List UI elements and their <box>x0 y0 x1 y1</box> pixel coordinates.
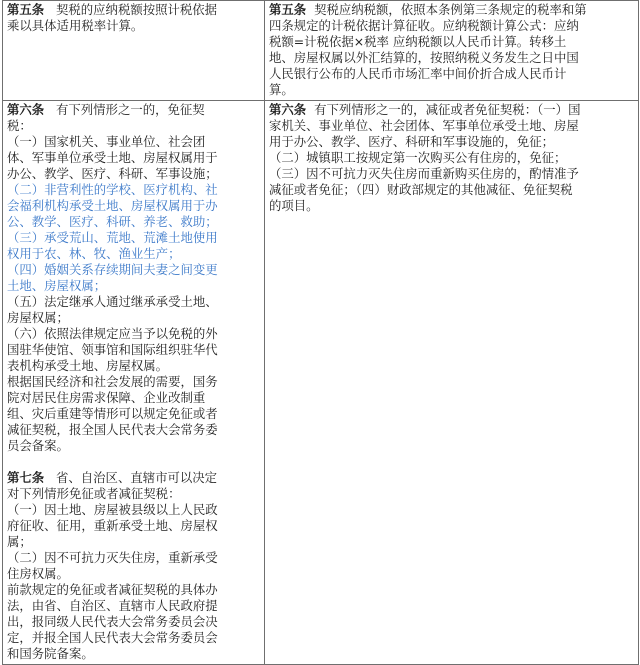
old-article-6-line: 会福利机构承受土地、房屋权属用于办 <box>7 198 218 213</box>
old-article-6-line: 院对居民住房需求保障、企业改制重 <box>7 390 206 405</box>
article-label: 第六条 <box>269 102 307 117</box>
old-article-5-cell <box>3 1 265 101</box>
old-article-7-line: 出，报同级人民代表大会常务委员会决 <box>7 614 218 629</box>
article-7-paragraph <box>7 470 260 662</box>
old-article-6-line: 员会备案。 <box>7 438 69 453</box>
new-article-6-line-4: （二）城镇职工按规定第一次购买公有住房的，免征； <box>269 150 567 165</box>
new-article-5-line-1: 第五条 契税应纳税额，依照本条例第三条规定的税率和第 <box>269 2 587 17</box>
new-article-6-line-5: （三）因不可抗力灭失住房而重新购买住房的，酌情准予 <box>269 166 579 181</box>
new-article-6-line-7: 的项目。 <box>269 198 319 213</box>
old-article-7-line: 定，并报全国人民代表大会常务委员会 <box>7 630 218 645</box>
new-article-5-line-3: 税额=计税依据×税率 应纳税额以人民币计算。转移土 <box>269 34 567 49</box>
new-article-5-line-5: 人民银行公布的人民币市场汇率中间价折合成人民币计 <box>269 66 567 81</box>
old-article-6-line: （五）法定继承人通过继承承受土地、 <box>7 294 218 309</box>
old-article-5-line-1: 第五条 契税的应纳税额按照计税依据 <box>7 2 218 17</box>
old-article-6-line: （一）国家机关、事业单位、社会团 <box>7 134 206 149</box>
new-article-6-line-2: 家机关、事业单位、社会团体、军事单位承受土地、房屋 <box>269 118 579 133</box>
old-article-6-line: （四）婚姻关系存续期间夫妻之间变更 <box>7 262 218 277</box>
new-article-5-line-4: 地、房屋权属以外汇结算的，按照纳税义务发生之日中国 <box>269 50 579 65</box>
old-article-7-line: 属； <box>7 534 32 549</box>
old-article-6-line: （三）承受荒山、荒地、荒滩土地使用 <box>7 230 218 245</box>
old-article-6-line: （六）依照法律规定应当予以免税的外 <box>7 326 218 341</box>
old-article-7-line: 住房权属。 <box>7 566 69 581</box>
new-article-5-line-6: 算。 <box>269 82 294 97</box>
old-article-7-line: 法，由省、自治区、直辖市人民政府提 <box>7 598 218 613</box>
new-article-6-line-3: 用于办公、教学、医疗、科研和军事设施的，免征； <box>269 134 554 149</box>
new-article-5-line-2: 四条规定的计税依据计算征收。应纳税额计算公式：应纳 <box>269 18 579 33</box>
new-article-6-line-6: 减征或者免征；（四）财政部规定的其他减征、免征契税 <box>269 182 573 197</box>
new-article-6-line-1: 第六条 有下列情形之一的，减征或者免征契税：（一）国 <box>269 102 581 117</box>
article-6-paragraph <box>7 102 260 454</box>
old-article-6-line: 第六条 有下列情形之一的，免征契 <box>7 102 205 117</box>
article-label: 第五条 <box>269 2 307 17</box>
old-article-6-line: 权用于农、林、牧、渔业生产； <box>7 246 181 261</box>
table-row <box>3 101 639 665</box>
old-article-7-line: （一）因土地、房屋被县级以上人民政 <box>7 502 218 517</box>
new-article-5-cell <box>265 1 639 101</box>
old-article-7-line: 府征收、征用，重新承受土地、房屋权 <box>7 518 218 533</box>
old-article-7-line: （二）因不可抗力灭失住房，重新承受 <box>7 550 218 565</box>
new-article-6-cell <box>265 101 639 665</box>
old-article-6-line: 办公、教学、医疗、科研、军事设施； <box>7 166 218 181</box>
old-article-6-line: 体、军事单位承受土地、房屋权属用于 <box>7 150 218 165</box>
old-article-6-line: 根据国民经济和社会发展的需要，国务 <box>7 374 218 389</box>
old-article-6-line: 土地、房屋权属； <box>7 278 107 293</box>
old-article-7-line: 第七条 省、自治区、直辖市可以决定 <box>7 470 218 485</box>
old-article-6-line: 公、教学、医疗、科研、养老、救助； <box>7 214 218 229</box>
old-article-5-line-2: 乘以具体适用税率计算。 <box>7 18 144 33</box>
paragraph-gap <box>7 454 260 470</box>
old-article-6-line: 组、灾后重建等情形可以规定免征或者 <box>7 406 218 421</box>
old-article-6-line: 国驻华使馆、领事馆和国际组织驻华代 <box>7 342 218 357</box>
old-article-6-line: 房屋权属； <box>7 310 69 325</box>
old-article-7-line: 前款规定的免征或者减征契税的具体办 <box>7 582 218 597</box>
article-label: 第七条 <box>7 470 45 485</box>
old-article-6-line: 表机构承受土地、房屋权属。 <box>7 358 169 373</box>
old-article-6-line: （二）非营利性的学校、医疗机构、社 <box>7 182 218 197</box>
old-article-6-line: 减征契税，报全国人民代表大会常务委 <box>7 422 218 437</box>
comparison-table <box>2 0 639 665</box>
old-article-7-line: 对下列情形免征或者减征契税： <box>7 486 181 501</box>
old-article-6-line: 税： <box>7 118 32 133</box>
article-label: 第六条 <box>7 102 45 117</box>
table-row <box>3 1 639 101</box>
old-article-7-line: 和国务院备案。 <box>7 646 94 661</box>
article-label: 第五条 <box>7 2 45 17</box>
old-articles-6-7-cell <box>3 101 265 665</box>
